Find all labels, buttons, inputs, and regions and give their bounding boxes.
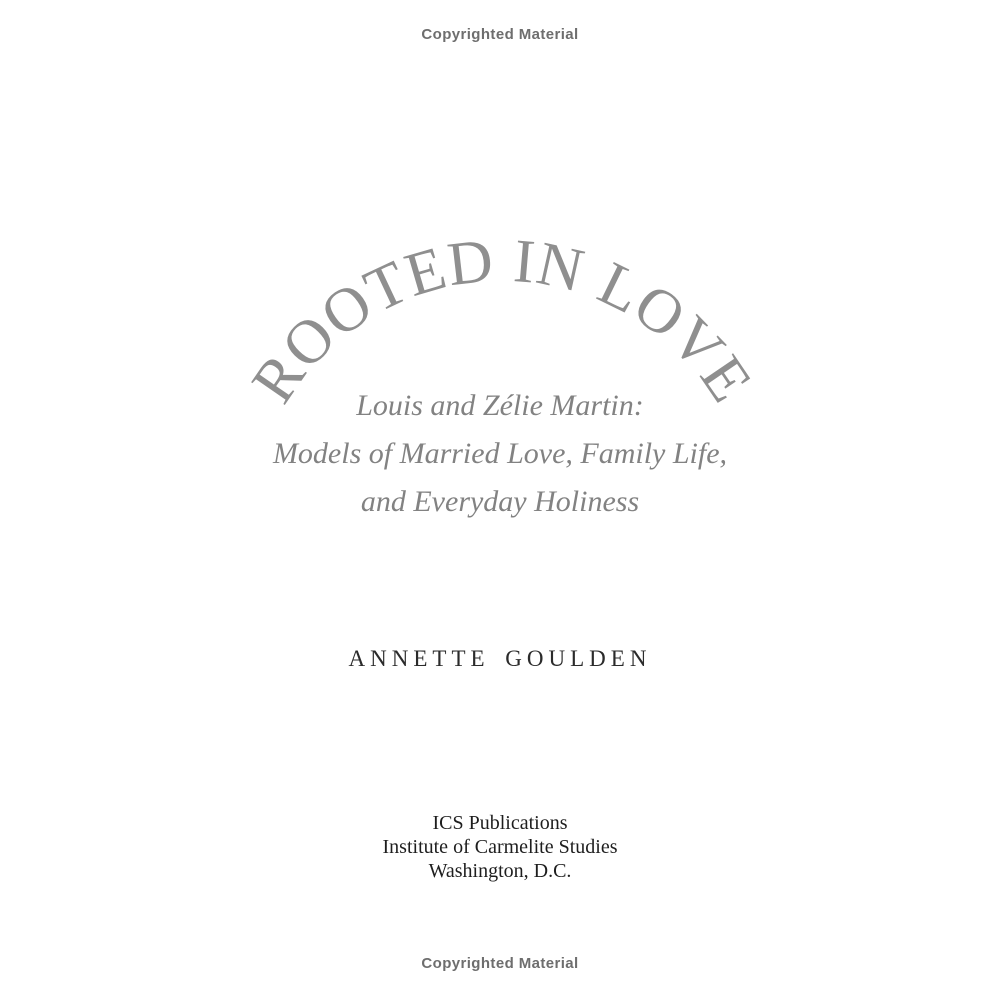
book-title: ROOTED IN LOVE [239, 226, 766, 415]
subtitle-line-2: Models of Married Love, Family Life, [272, 437, 728, 470]
subtitle-line-1: Louis and Zélie Martin: [356, 389, 644, 422]
publisher-block [0, 811, 1000, 883]
copyrighted-material-notice-bottom: Copyrighted Material [421, 955, 579, 972]
publisher-line-1: ICS Publications [432, 812, 568, 834]
publisher-line-2: Institute of Carmelite Studies [382, 836, 618, 858]
publisher-line-3: Washington, D.C. [428, 860, 572, 882]
author-name: ANNETTE GOULDEN [348, 646, 652, 671]
subtitle-line-3: and Everyday Holiness [360, 485, 640, 518]
book-subtitle [0, 382, 1000, 526]
copyrighted-material-notice-top: Copyrighted Material [421, 26, 579, 43]
